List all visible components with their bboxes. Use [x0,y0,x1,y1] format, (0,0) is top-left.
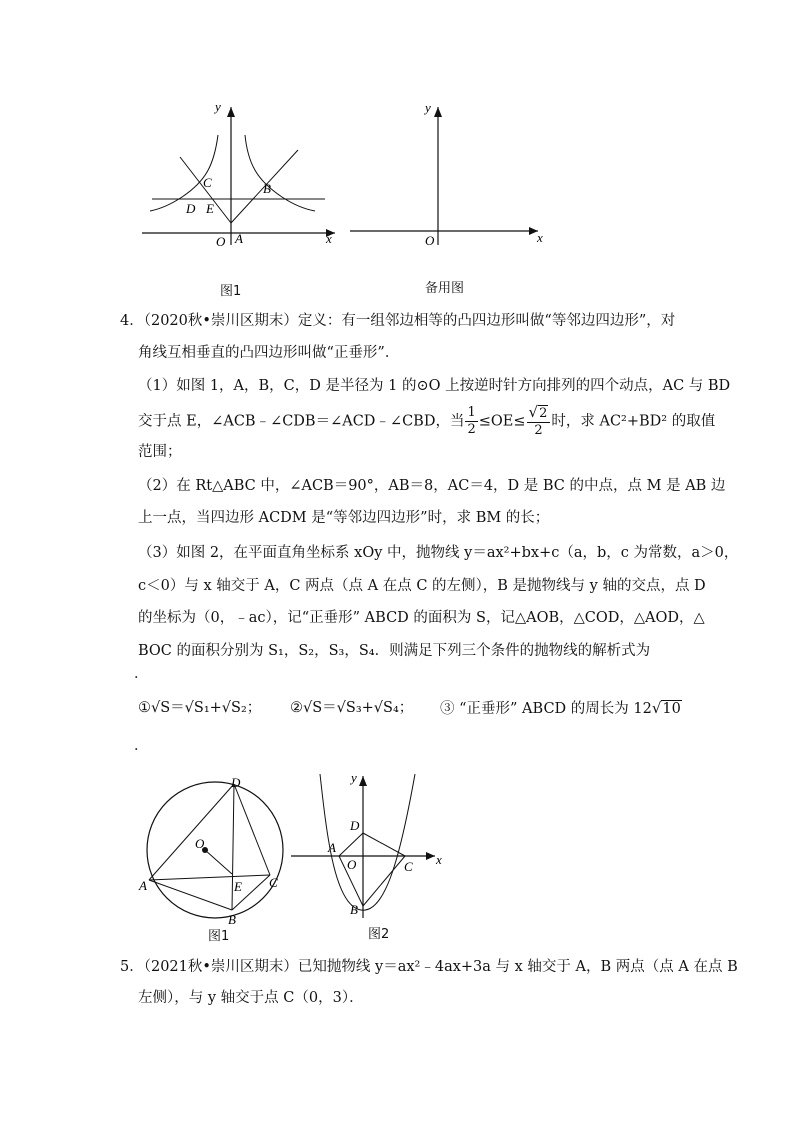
q4-condition-2: ②√S＝√S₃+√S₄； [290,700,414,716]
q4-part3-line3: 的坐标为（0，﹣ac），记“正垂形” ABCD 的面积为 S，记△AOB，△COD，△AOD，△ [138,610,705,626]
point-c-label: C [404,859,413,874]
y-axis-label: y [351,770,357,785]
point-o-label: O [195,836,205,851]
figure-bottom-right [285,768,455,923]
point-c-label: C [269,875,278,890]
figure-bottom-left [135,770,295,930]
point-b-label: B [350,902,358,917]
sqrt-10: 10 [662,701,681,717]
y-axis-label: y [425,100,431,115]
q5-line1: 5．（2021秋•崇川区期末）已知抛物线 y＝ax²﹣4ax+3a 与 x 轴交于 A，B 两点（点 A 在点 B [120,959,738,975]
point-b-label: B [263,181,271,196]
figure-caption: 图2 [368,927,390,942]
inequality: ≤OE≤ [478,413,526,430]
figure-caption: 图1 [208,929,230,944]
y-axis-label: y [215,99,221,114]
q4-part1-line3: 范围； [138,444,182,460]
origin-label: O [216,234,226,249]
q4-part3-line2: c＜0）与 x 轴交于 A，C 两点（点 A 在点 C 的左侧），B 是抛物线与 y 轴的交点，点 D [138,578,706,594]
fraction-num: 1 [467,405,476,420]
point-o-label: O [347,857,357,872]
q4-part1-line2-post: 时，求 AC²+BD² 的取值 [551,413,716,430]
q4-part2-line2: 上一点，当四边形 ACDM 是“等邻边四边形”时，求 BM 的长； [138,510,550,526]
q4-part3-line1: （3）如图 2，在平面直角坐标系 xOy 中，抛物线 y＝ax²+bx+c（a，b，c 为常数，a＞0， [138,545,739,561]
figure-top-right [345,95,555,255]
point-a-label: A [235,231,243,246]
origin-label: O [425,233,435,248]
q4-header: 4．（2020秋•崇川区期末）定义：有一组邻边相等的凸四边形叫做“等邻边四边形”，对 [120,313,676,329]
q4-part1-line1: （1）如图 1，A，B，C，D 是半径为 1 的⊙O 上按逆时针方向排列的四个动点，AC 与 BD [138,378,731,394]
x-axis-label: x [436,852,442,867]
fraction-den: 2 [467,422,476,437]
fraction-sqrt2-over-2 [527,404,551,439]
point-b-label: B [228,912,236,927]
q4-dot-1: ． [134,666,149,682]
q4-dot-2: ． [134,738,149,754]
fraction-den: 2 [534,423,543,438]
point-a-label: A [328,840,336,855]
q4-condition-3-pre: ③ “正垂形” ABCD 的周长为 12 [440,701,652,717]
figure-top-left [130,95,350,255]
x-axis-label: x [537,230,543,245]
q4-part3-line4: BOC 的面积分别为 S₁，S₂，S₃，S₄．则满足下列三个条件的抛物线的解析式为 [138,643,651,659]
point-e-label: E [234,879,242,894]
q4-part1-line2-pre: 交于点 E，∠ACB﹣∠CDB＝∠ACD﹣∠CBD，当 [138,413,465,430]
fraction-half [465,405,477,438]
point-d-label: D [350,818,360,833]
x-axis-label: x [326,231,332,246]
q4-condition-1: ①√S＝√S₁+√S₂； [138,700,262,716]
q4-header-2: 角线互相垂直的凸四边形叫做“正垂形”． [138,345,400,361]
figure-caption: 图1 [220,284,242,299]
point-d-label: D [186,201,196,216]
fraction-num-sqrt: √2 [527,404,551,423]
q5-line2: 左侧），与 y 轴交于点 C（0，3）． [138,990,364,1006]
figure-caption: 备用图 [425,281,465,296]
q4-part2-line1: （2）在 Rt△ABC 中，∠ACB＝90°，AB＝8，AC＝4，D 是 BC 的中点，点 M 是 AB 边 [138,478,726,494]
point-e-label: E [206,201,214,216]
q4-part1-line2 [138,404,715,439]
point-a-label: A [139,878,147,893]
point-c-label: C [203,175,212,190]
q4-condition-3: ③ “正垂形” ABCD 的周长为 12√10 [440,699,681,717]
point-d-label: D [231,775,241,790]
